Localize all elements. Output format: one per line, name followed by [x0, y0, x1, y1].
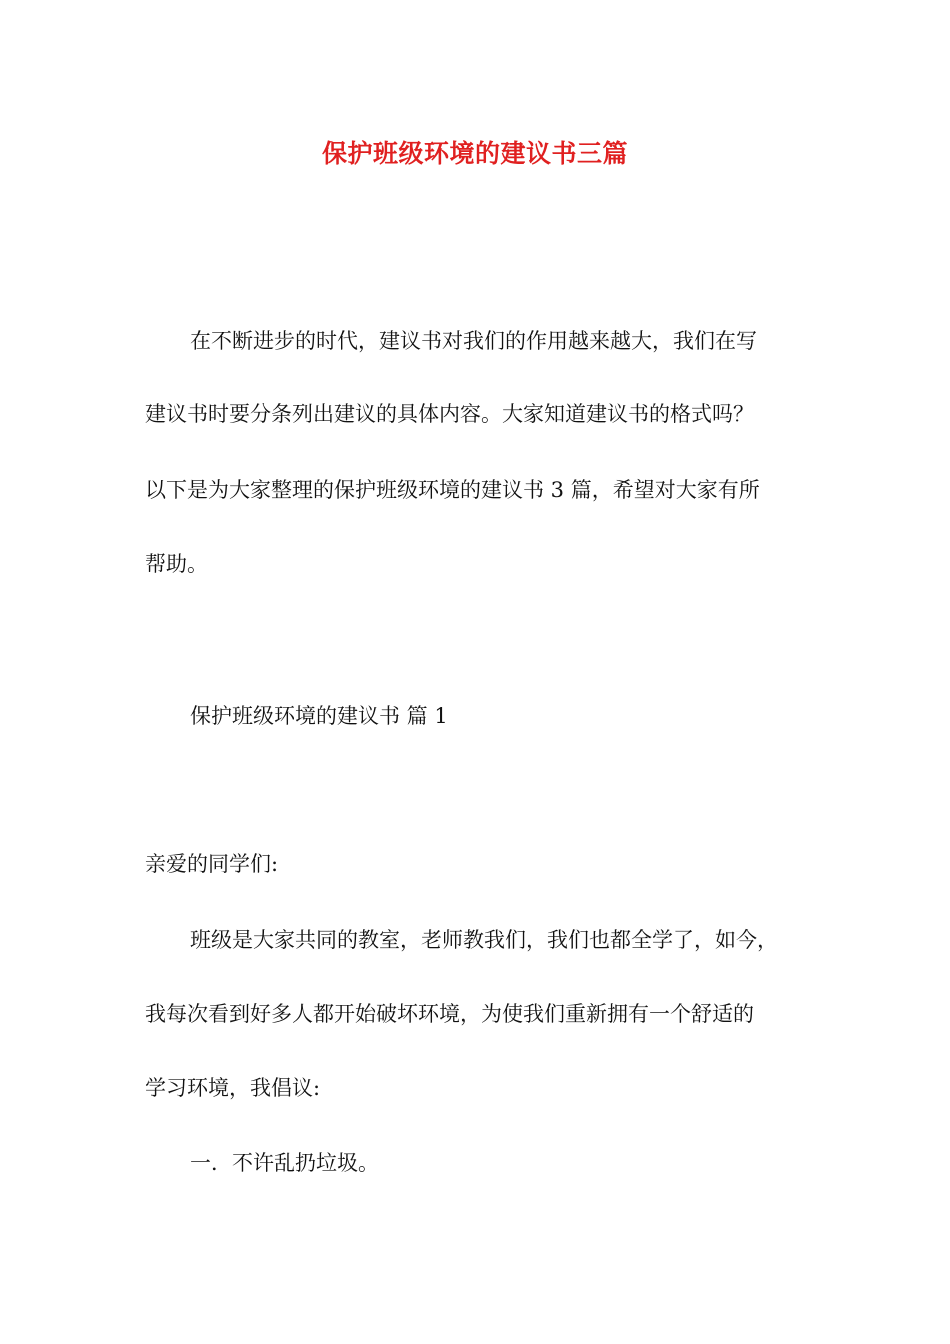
- intro-line: 建议书时要分条列出建议的具体内容。大家知道建议书的格式吗？: [145, 402, 754, 426]
- body-line: 班级是大家共同的教室，老师教我们，我们也都全学了，如今，: [190, 928, 778, 952]
- section-heading: 保护班级环境的建议书 篇 1: [190, 704, 448, 728]
- intro-line: 在不断进步的时代，建议书对我们的作用越来越大，我们在写: [190, 329, 757, 353]
- body-line: 学习环境，我倡议:: [145, 1076, 321, 1100]
- list-item: 一．不许乱扔垃圾。: [190, 1151, 379, 1175]
- intro-line: 以下是为大家整理的保护班级环境的建议书 3 篇，希望对大家有所: [145, 478, 760, 502]
- intro-line: 帮助。: [145, 552, 208, 576]
- body-line: 我每次看到好多人都开始破坏环境，为使我们重新拥有一个舒适的: [145, 1002, 754, 1026]
- document-title: 保护班级环境的建议书三篇: [321, 139, 628, 168]
- salutation: 亲爱的同学们:: [145, 852, 279, 876]
